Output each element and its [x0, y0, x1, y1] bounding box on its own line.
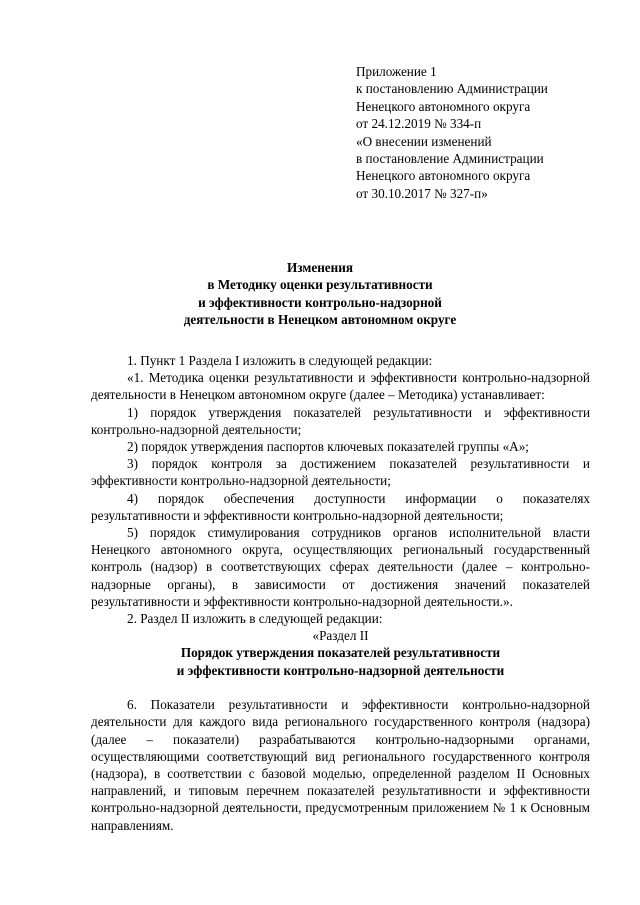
item-1-text: «1. Методика оценки результативности и эффективности контрольно-надзорной деятельности в Ненецком автономном округе (далее – Методика) устанавливает:: [91, 370, 590, 403]
appendix-line: Ненецкого автономного округа: [356, 168, 531, 184]
item-2-intro: 2. Раздел II изложить в следующей редакции:: [127, 611, 383, 627]
appendix-line: Ненецкого автономного округа: [356, 98, 531, 114]
section-label: «Раздел II: [312, 628, 369, 644]
appendix-line: от 24.12.2019 № 334-п: [356, 116, 482, 132]
section-heading-line: и эффективности контрольно-надзорной деятельности: [176, 662, 505, 678]
section-heading-line: Порядок утверждения показателей результативности: [180, 645, 501, 661]
appendix-line: Приложение 1: [356, 64, 437, 79]
item-1-intro: 1. Пункт 1 Раздела I изложить в следующей редакции:: [127, 353, 433, 368]
appendix-line: от 30.10.2017 № 327-п»: [356, 185, 488, 201]
document-title: [80, 259, 560, 329]
subitem-5: 5) порядок стимулирования сотрудников органов исполнительной власти Ненецкого автономного округа, осуществляющих региональный государственный контроль (надзор) в соответствующих сферах деятельности (далее – контрольно-надзорные органы), в зависимости от достижения значений показателей результативности и эффективности контрольно-надзорной деятельности.».: [91, 525, 590, 609]
subitem-2: 2) порядок утверждения паспортов ключевых показателей группы «А»;: [127, 439, 529, 455]
appendix-line: в постановление Администрации: [356, 151, 544, 167]
subitem-3: 3) порядок контроля за достижением показателей результативности и эффективности контрольно-надзорной деятельности;: [91, 456, 590, 489]
title-line: деятельности в Ненецком автономном округе: [183, 312, 457, 328]
item-6: 6. Показатели результативности и эффективности контрольно-надзорной деятельности для каждого вида регионального государственного контроля (надзора) (далее – показатели) разрабатываются контрольно-надзорными органами, осуществляющими соответствующий вид регионального государственного контроля (надзора), в соответствии с базовой моделью, определенной разделом II Основных направлений, и типовым перечнем показателей результативности и эффективности контрольно-надзорной деятельности, предусмотренным приложением № 1 к Основным направлениям.: [91, 697, 590, 833]
appendix-line: «О внесении изменений: [356, 133, 492, 149]
appendix-line: к постановлению Администрации: [356, 81, 548, 97]
document-body: [91, 352, 590, 834]
title-line: Изменения: [287, 260, 353, 275]
spacer: [91, 679, 590, 696]
appendix-header: [356, 63, 626, 202]
subitem-1: 1) порядок утверждения показателей результативности и эффективности контрольно-надзорной деятельности;: [91, 404, 590, 437]
title-line: в Методику оценки результативности: [207, 277, 433, 293]
title-line: и эффективности контрольно-надзорной: [198, 294, 442, 310]
subitem-4: 4) порядок обеспечения доступности информации о показателях результативности и эффективности контрольно-надзорной деятельности;: [91, 490, 590, 523]
